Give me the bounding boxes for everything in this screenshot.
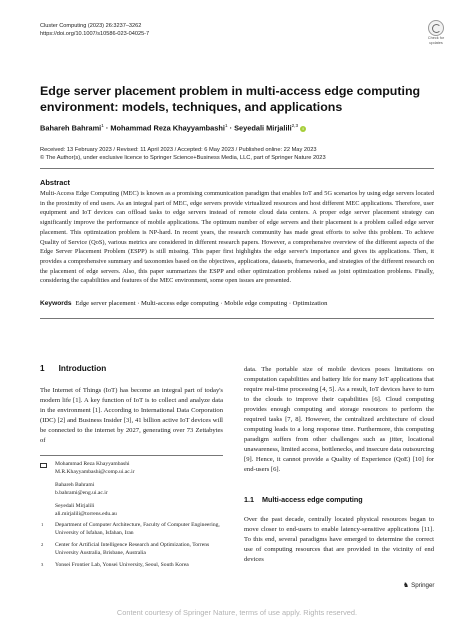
check-for-updates-badge[interactable] (424, 20, 448, 50)
author-contact (40, 503, 223, 518)
journal-citation: Cluster Computing (2023) 26:3237–3262 (40, 23, 142, 29)
affiliations-block (40, 522, 223, 575)
divider (40, 168, 434, 169)
springer-logo (403, 581, 434, 589)
author-separator: · (105, 123, 109, 133)
paper-title: Edge server placement problem in multi-access edge computing environment: models, techniques, and applications (40, 84, 421, 114)
content-courtesy-footer: Content courtesy of Springer Nature, terms of use apply. Rights reserved. (116, 608, 358, 617)
affiliation-index: 2 (41, 542, 44, 548)
keywords-label: Keywords (40, 300, 72, 307)
journal-header (40, 22, 149, 38)
badge-line1: Check for (427, 36, 445, 40)
keywords (40, 299, 434, 308)
envelope-icon (40, 463, 47, 468)
author-affiliation-mark: 1 (224, 123, 228, 128)
subsection-heading (244, 495, 363, 504)
journal-doi[interactable]: https://doi.org/10.1007/s10586-023-04025-7 (40, 31, 150, 37)
author-contact (40, 482, 223, 497)
affiliation (40, 522, 223, 537)
corresponding-author (40, 461, 223, 476)
keywords-text: Edge server placement · Multi-access edge computing · Mobile edge computing · Optimization (75, 300, 328, 307)
badge-line2: updates (429, 40, 443, 45)
author-affiliation-mark: 2,3 (291, 123, 299, 128)
intro-left-paragraph: The Internet of Things (IoT) has become an integral part of today's modern life [1]. A key function of IoT is to collect and analyze data in the environment [1]. According to International Data Corporation (IDC) [2] and Business Insider [3], 41 billion active IoT devices will be connected to the internet by 2027, generating over 73 Zettabytes of (40, 387, 223, 444)
affiliation-text: Yonsei Frontier Lab, Yonsei University, Seoul, South Korea (55, 562, 189, 569)
author-list (40, 123, 306, 132)
section-title: Introduction (58, 364, 107, 373)
contact-name: Seyedali Mirjalili (55, 503, 95, 510)
author-separator: · (229, 123, 233, 133)
section-heading-introduction (40, 364, 106, 373)
affiliation-text: Department of Computer Architecture, Faculty of Computer Engineering, University of Isfahan, Isfahan, Iran (55, 522, 220, 536)
contact-email[interactable]: M.R.Khayyambashi@comp.ui.ac.ir (55, 468, 135, 475)
abstract-text: Multi-Access Edge Computing (MEC) is known as a promising communication paradigm that enables IoT and 5G scenarios by using edge servers located in the proximity of end users. As an integral part of MEC, edge servers provide virtualized resources and host different MEC applications. Therefore, user equipment and IoT devices can offload tasks to edge servers instead of remote cloud data centers. A proper edge server placement strategy can significantly improve the performance of mobile applications. The optimum number of edge servers and their placement is a problem called edge server placement. This optimization problem is NP-hard. In recent years, the research community has made great efforts to solve this problem. To achieve Quality of Service (QoS), various metrics are considered in different research papers. However, a comprehensive overview of the different aspects of the Edge Server Placement Problem (ESPP) is still missing. This paper first highlights the edge server's importance and gives its applications. Then, it provides a comprehensive summary and taxonomies based on the objectives, applications, datasets, frameworks, and strategies of the different research on the placement of edge servers. Also, this paper summarizes the ESPP and other optimization problems raised as joint optimization problems. Finally, considering the capabilities and features of the MEC environment, some open issues are presented. (40, 190, 434, 285)
intro-right-paragraph: data. The portable size of mobile devices poses limitations on computation capabilities and battery life for many IoT applications that require real-time processing [4, 5]. As a result, IoT devices have to turn to the clouds to improve their capabilities [6]. Cloud computing provides enough computing and storage resources to perform the required tasks [7, 8]. However, the centralized architecture of cloud computing leads to a long response time. Furthermore, this computing paradigm suffers from other challenges such as jitter, locational unawareness, limited access, bottlenecks, and insecure data outsourcing [9]. Hence, it cannot provide a Quality of Experience (QoE) [10] for end-users [6]. (244, 366, 434, 473)
publisher-name: Springer (411, 582, 435, 589)
author-name: Seyedali Mirjalili (234, 123, 292, 133)
subsection-paragraph: Over the past decade, centrally located physical resources began to move closer to end-users to enable latency-sensitive applications [11]. To this end, several paradigms have emerged to determine the correct use of computing resources that are provided in the vicinity of end devices (244, 516, 434, 563)
affiliation-index: 1 (41, 522, 44, 527)
contact-name: Bahareh Bahrami (55, 482, 95, 489)
correspondence-block (40, 461, 223, 525)
affiliation (40, 542, 223, 557)
publication-dates (40, 146, 326, 163)
affiliation (40, 562, 223, 570)
contact-name: Mohammad Reza Khayyambashi (55, 461, 130, 467)
affiliation-index: 3 (41, 562, 44, 568)
orcid-icon[interactable]: i (300, 126, 306, 132)
author-affiliation-mark: 1 (101, 123, 104, 128)
refresh-icon (428, 20, 444, 36)
abstract-heading: Abstract (40, 178, 70, 187)
contact-email[interactable]: ali.mirjalili@torrens.edu.au (55, 510, 117, 517)
affiliation-text: Center for Artificial Intelligence Research and Optimization, Torrens University Australia, Brisbane, Australia (55, 542, 210, 556)
subsection-title: Multi-access edge computing (262, 495, 363, 504)
section-number: 1 (40, 364, 45, 373)
copyright-line: © The Author(s), under exclusive licence to Springer Science+Business Media, LLC, part of Springer Nature 2023 (40, 155, 326, 162)
contact-email[interactable]: b.bahrami@eng.ui.ac.ir (55, 489, 108, 496)
author-name: Mohammad Reza Khayyambashi (110, 123, 225, 133)
author-name: Bahareh Bahrami (40, 123, 102, 133)
divider (40, 318, 434, 319)
subsection-number: 1.1 (244, 495, 254, 504)
dates-history: Received: 13 February 2023 / Revised: 11 April 2023 / Accepted: 6 May 2023 / Published online: 22 May 2023 (40, 147, 317, 153)
footnote-divider (40, 455, 223, 456)
springer-horse-icon: ♞ (403, 582, 410, 589)
